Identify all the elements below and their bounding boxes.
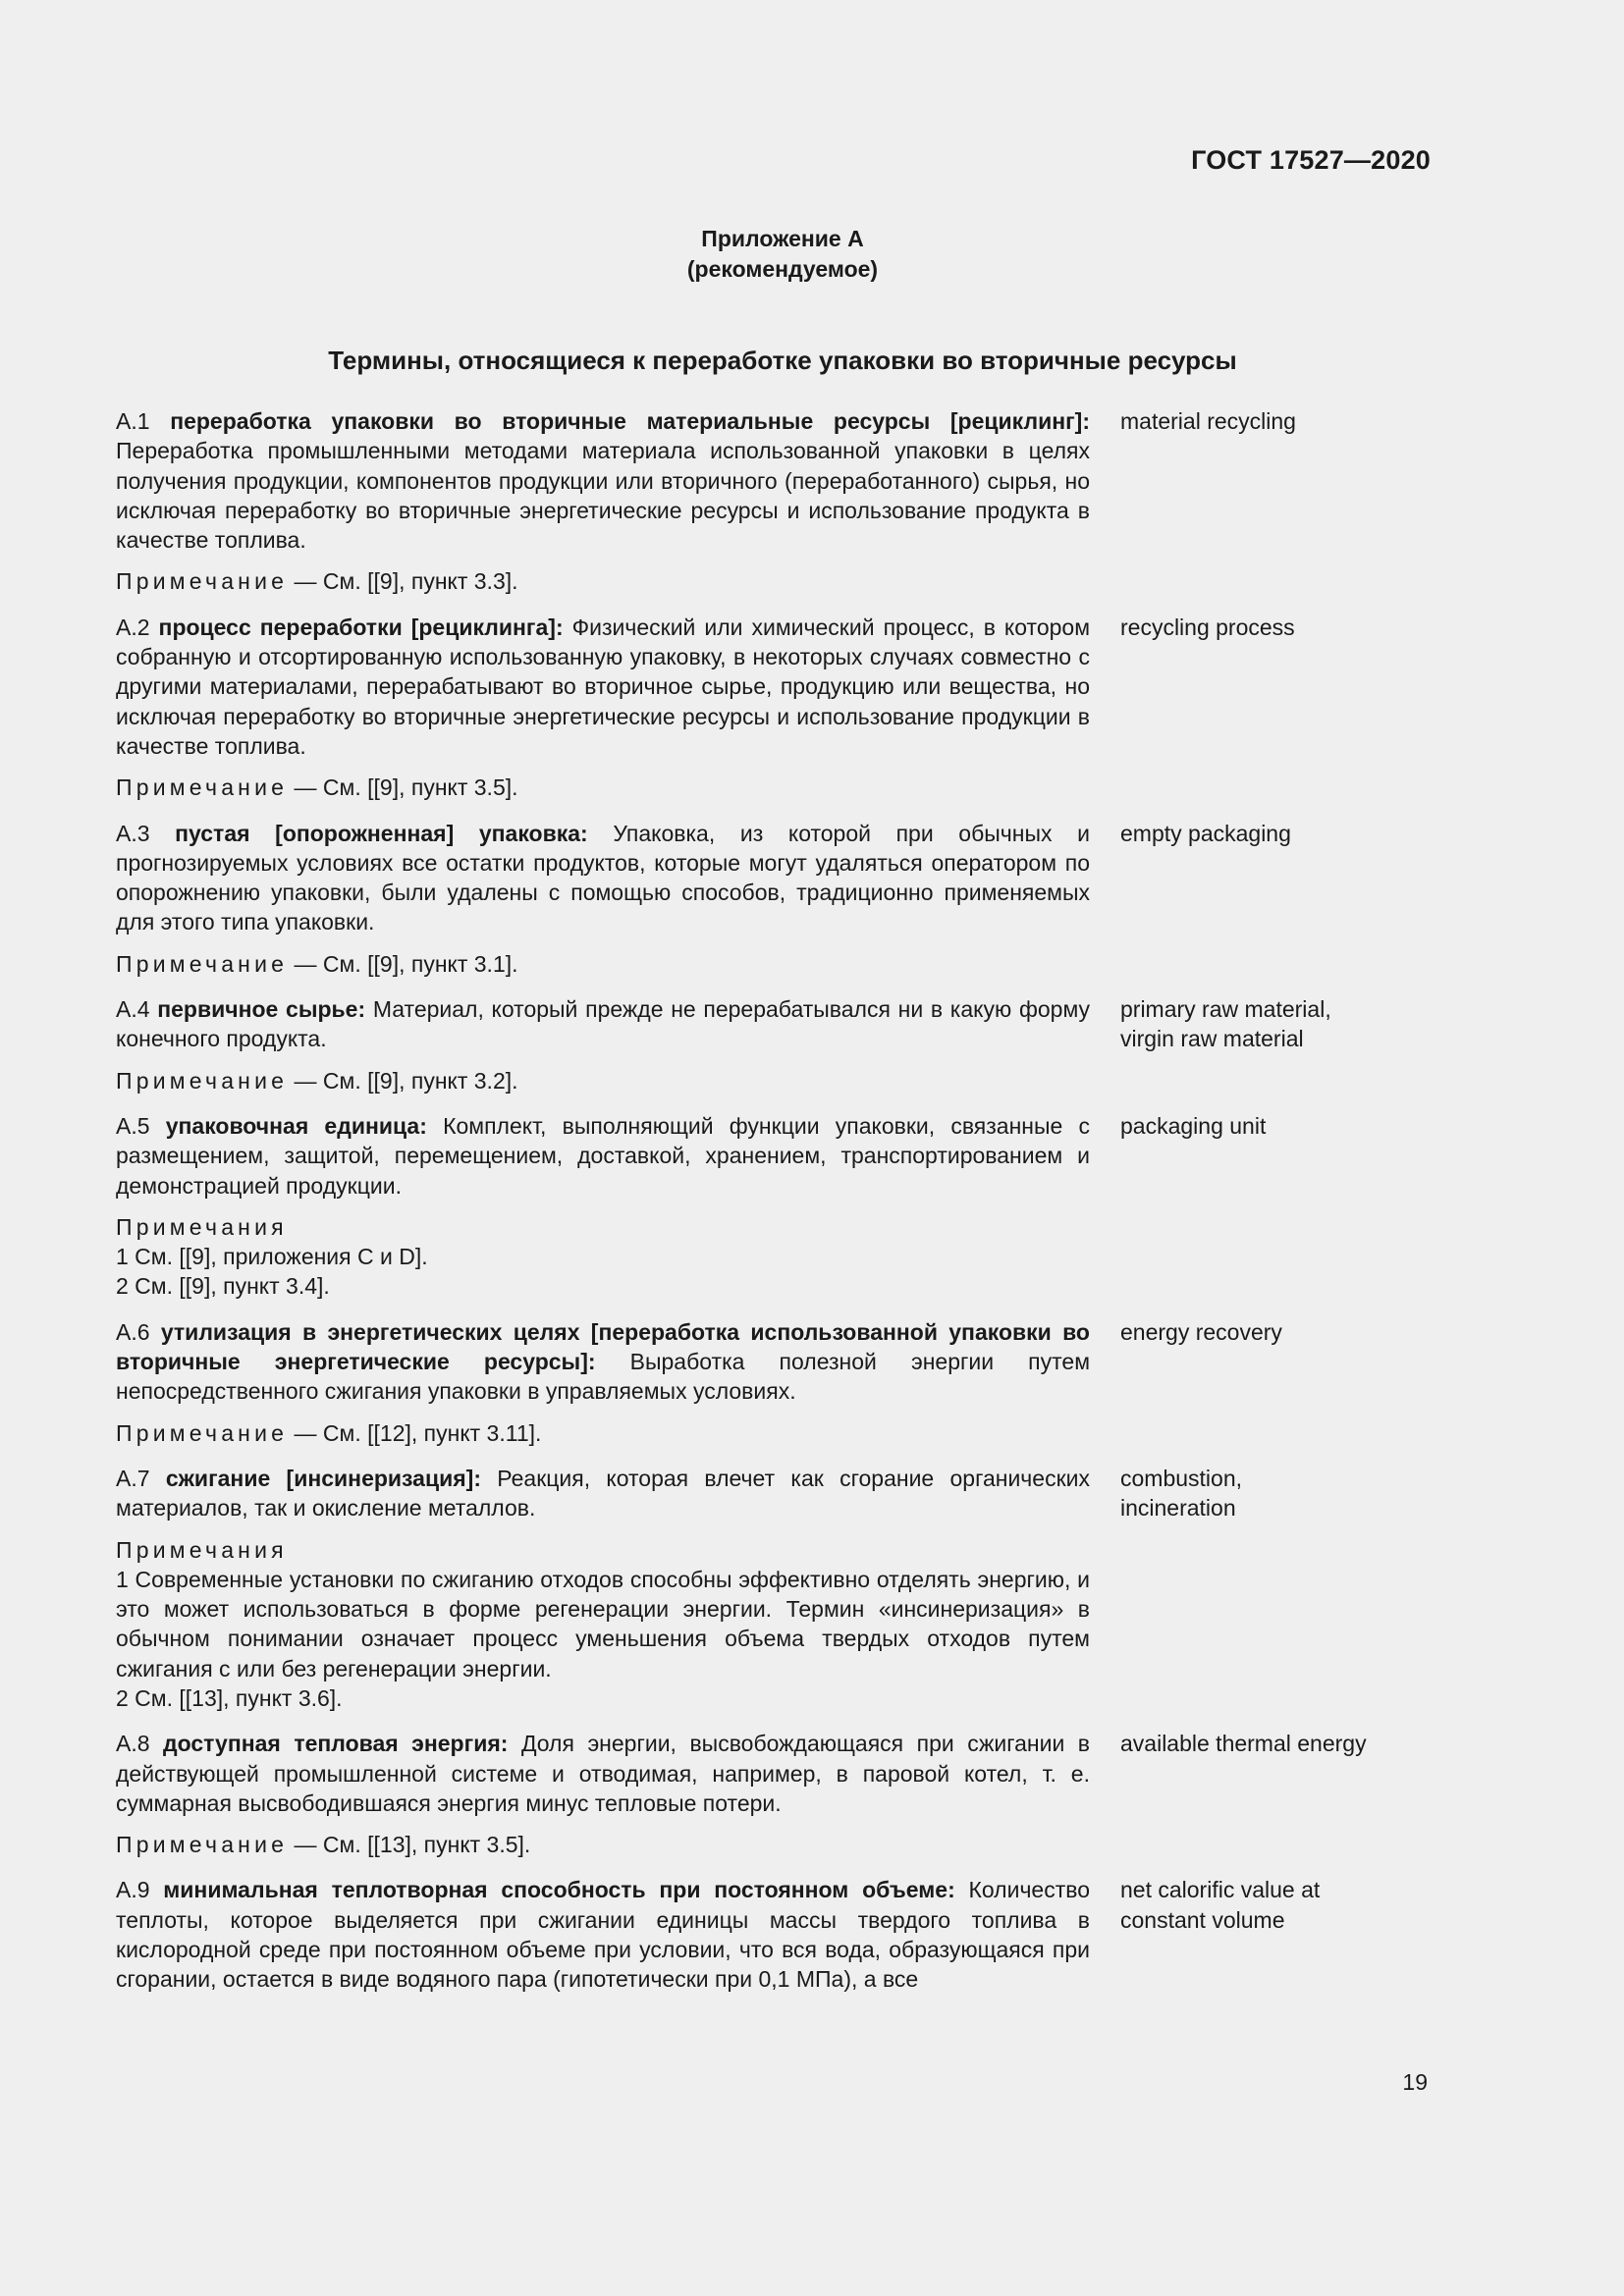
term-note: [116, 566, 1090, 596]
term-number: А.8: [116, 1731, 150, 1757]
term-body: Реакция, которая влечет как сгорание органических материалов, так и окисление металлов.: [116, 1465, 1090, 1522]
term-definition: [116, 994, 1090, 1054]
note-label: Примечание: [116, 568, 289, 595]
document-code: ГОСТ 17527—2020: [1191, 145, 1431, 175]
term-note: [116, 1212, 1090, 1302]
term-body: Физический или химический процесс, в котором собранную и отсортированную использованную упаковку, в некоторых случаях совместно с другими материалами, перерабатывают во вторичное сырье, продукцию или вещества, но исключая переработку во вторичные энергетические ресурсы и использование продукции в качестве топлива.: [116, 614, 1091, 759]
term-body: Комплект, выполняющий функции упаковки, связанные с размещением, защитой, перемещением, доставкой, хранением, транспортированием и демонстрацией продукции.: [116, 1112, 1091, 1199]
term-body: Выработка полезной энергии путем непосредственного сжигания упаковки в управляемых условиях.: [116, 1349, 1091, 1405]
note-item: 1 Современные установки по сжиганию отходов способны эффективно отделять энергию, и это может использоваться в форме регенерации энергии. Термин «инсинеризация» в обычном понимании означает процесс уменьшения объема твердых отходов путем сжигания с или без регенерации энергии.: [116, 1566, 1090, 1682]
term-entry: [116, 819, 1432, 979]
term-entry: [116, 1317, 1432, 1448]
term-definition: [116, 1875, 1090, 1994]
term-definition: [116, 1464, 1090, 1523]
term-number: А.9: [116, 1877, 150, 1903]
term-note: [116, 1535, 1090, 1714]
term-number: А.7: [116, 1465, 150, 1491]
term-number: А.5: [116, 1112, 150, 1139]
note-label: Примечания: [116, 1213, 288, 1240]
term-note: [116, 773, 1090, 802]
term-english-equivalent: energy recovery: [1120, 1318, 1282, 1345]
note-text: — См. [[12], пункт 3.11].: [288, 1419, 542, 1446]
note-item: 1 См. [[9], приложения С и D].: [116, 1244, 428, 1270]
term-entry: [116, 1729, 1432, 1859]
note-label: Примечание: [116, 774, 289, 801]
term-note: [116, 949, 1090, 979]
note-text: — См. [[9], пункт 3.3].: [288, 568, 518, 595]
term-entry: [116, 1875, 1432, 1994]
terms-list: [116, 406, 1432, 2010]
note-label: Примечания: [116, 1536, 288, 1563]
term-entry: [116, 1111, 1432, 1302]
term-body: Материал, который прежде не перерабатывался ни в какую форму конечного продукта.: [116, 996, 1091, 1052]
section-title: Термины, относящиеся к переработке упаковки во вторичные ресурсы: [328, 346, 1237, 375]
term-entry: [116, 994, 1432, 1095]
note-label: Примечание: [116, 950, 289, 977]
term-heading: первичное сырье:: [157, 996, 366, 1023]
note-item: 2 См. [[13], пункт 3.6].: [116, 1684, 343, 1711]
term-english-equivalent: empty packaging: [1120, 820, 1291, 846]
term-body: Переработка промышленными методами материала использованной упаковки в целях получения продукции, компонентов продукции или вторичного (переработанного) сырья, но исключая переработку во вторичные энергетические ресурсы и использование продукта в качестве топлива.: [116, 438, 1090, 554]
term-english-equivalent: packaging unit: [1120, 1112, 1267, 1139]
term-entry: [116, 406, 1432, 597]
note-item: 2 См. [[9], пункт 3.4].: [116, 1273, 330, 1300]
term-heading: переработка упаковки во вторичные материальные ресурсы [рециклинг]:: [170, 408, 1090, 434]
term-entry: [116, 613, 1432, 803]
term-number: А.3: [116, 820, 150, 846]
term-english-equivalent: available thermal energy: [1120, 1731, 1367, 1757]
term-heading: пустая [опорожненная] упаковка:: [175, 820, 588, 846]
term-heading: доступная тепловая энергия:: [163, 1731, 509, 1757]
term-english-equivalent: primary raw material, virgin raw material: [1120, 996, 1331, 1052]
term-english-equivalent: combustion, incineration: [1120, 1465, 1243, 1522]
annex-heading: [0, 224, 1565, 285]
note-text: — См. [[13], пункт 3.5].: [288, 1832, 531, 1858]
term-heading: процесс переработки [рециклинга]:: [158, 614, 564, 640]
annex-status: (рекомендуемое): [686, 256, 879, 282]
term-heading: сжигание [инсинеризация]:: [165, 1465, 481, 1491]
term-number: А.2: [116, 614, 150, 640]
note-text: — См. [[9], пункт 3.2].: [288, 1067, 518, 1094]
term-definition: [116, 819, 1090, 937]
page-number: 19: [1402, 2069, 1428, 2095]
note-text: — См. [[9], пункт 3.5].: [288, 774, 518, 801]
term-note: [116, 1830, 1090, 1859]
term-heading: утилизация в энергетических целях [переработка использованной упаковки во вторичные энергетические ресурсы]:: [116, 1318, 1090, 1375]
term-heading: упаковочная единица:: [165, 1112, 427, 1139]
term-definition: [116, 406, 1090, 555]
term-number: А.1: [116, 408, 150, 434]
term-body: Доля энергии, высвобождающаяся при сжигании в действующей промышленной системе и отводимая, например, в паровой котел, т. е. суммарная высвободившаяся энергия минус тепловые потери.: [116, 1731, 1091, 1816]
term-heading: минимальная теплотворная способность при постоянном объеме:: [163, 1877, 955, 1903]
term-definition: [116, 613, 1090, 761]
term-number: А.4: [116, 996, 150, 1023]
note-label: Примечание: [116, 1067, 289, 1094]
term-body: Упаковка, из которой при обычных и прогнозируемых условиях все остатки продуктов, которые могут удаляться оператором по опорожнению упаковки, были удалены с помощью способов, традиционно применяемых для этого типа упаковки.: [116, 820, 1090, 935]
term-english-equivalent: net calorific value at constant volume: [1120, 1877, 1321, 1933]
term-note: [116, 1418, 1090, 1448]
term-definition: [116, 1111, 1090, 1201]
term-number: А.6: [116, 1318, 150, 1345]
term-note: [116, 1066, 1090, 1095]
term-definition: [116, 1317, 1090, 1407]
note-label: Примечание: [116, 1419, 289, 1446]
term-body: Количество теплоты, которое выделяется при сжигании единицы массы твердого топлива в кислородной среде при постоянном объеме при условии, что вся вода, образующаяся при сгорании, остается в виде водяного пара (гипотетически при 0,1 МПа), а все: [116, 1877, 1091, 1993]
note-label: Примечание: [116, 1832, 289, 1858]
note-text: — См. [[9], пункт 3.1].: [288, 950, 518, 977]
term-english-equivalent: material recycling: [1120, 408, 1296, 434]
term-definition: [116, 1729, 1090, 1818]
term-english-equivalent: recycling process: [1120, 614, 1295, 640]
term-entry: [116, 1464, 1432, 1713]
annex-title: Приложение А: [701, 226, 864, 251]
